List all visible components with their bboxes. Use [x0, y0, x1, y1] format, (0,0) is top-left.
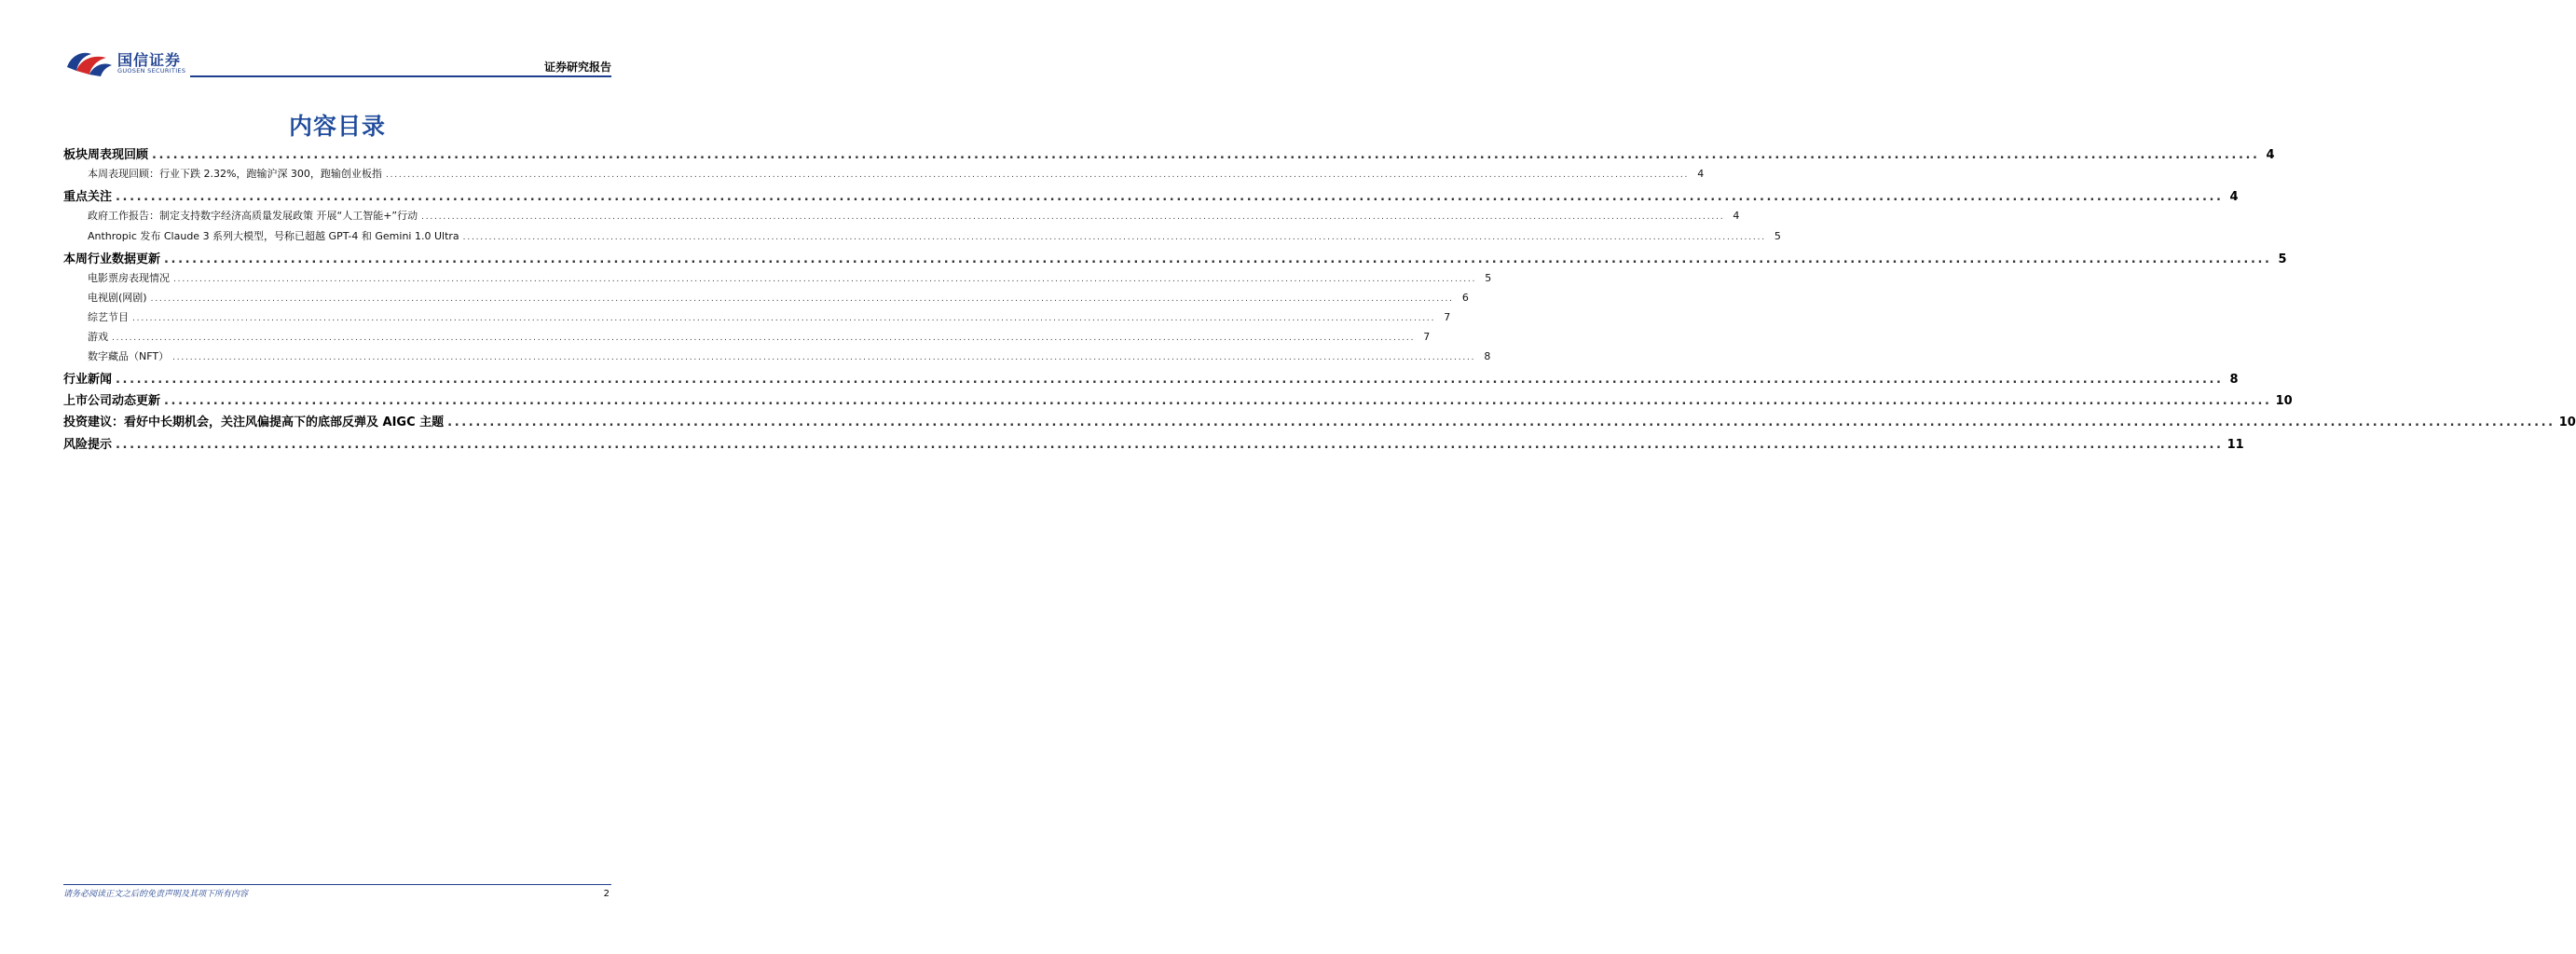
header-divider [190, 75, 611, 77]
logo-chinese-text: 国信证券 [117, 51, 182, 69]
toc-entry-page: 10 [2275, 394, 2293, 408]
toc-leader-dots: ............................................................................................................................................................................................................................................................................................................ [385, 170, 1690, 180]
toc-entry-page: 7 [1444, 311, 1451, 323]
toc-entry-section[interactable] [63, 369, 2239, 388]
toc-leader-dots: ............................................................................................................................................................................................................................................................................................................ [132, 314, 1436, 323]
toc-entry-title: 电影票房表现情况 [88, 272, 170, 284]
toc-entry-page: 7 [1423, 331, 1431, 343]
toc-entry-title: 本周表现回顾：行业下跌 2.32%，跑输沪深 300，跑输创业板指 [88, 168, 382, 180]
toc-entry-subsection[interactable] [63, 329, 1431, 346]
report-type-label: 证券研究报告 [543, 61, 611, 74]
toc-entry-subsection[interactable] [63, 270, 1492, 287]
toc-entry-title: 游戏 [88, 331, 108, 343]
toc-entry-section[interactable] [63, 186, 2239, 205]
toc-leader-dots: ............................................................................................................................................................................................................................................................................................................ [172, 353, 1476, 362]
toc-entry-page: 4 [2229, 190, 2239, 204]
toc-leader-dots: ............................................................................................................................................................................................................................................................................................................ [462, 233, 1766, 242]
toc-entry-title: 板块周表现回顾 [63, 148, 149, 162]
toc-entry-page: 6 [1461, 292, 1469, 304]
footer-divider [63, 884, 611, 885]
toc-entry-page: 8 [1484, 350, 1491, 362]
toc-entry-title: 投资建议：看好中长期机会，关注风偏提高下的底部反弹及 AIGC 主题 [63, 416, 445, 429]
page-header [0, 0, 675, 84]
toc-entry-title: 数字藏品（NFT） [88, 350, 170, 362]
toc-leader-dots: ............................................................................................................................................................................................................................................................................................................ [164, 394, 2272, 408]
toc-entry-title: Anthropic 发布 Claude 3 系列大模型，号称已超越 GPT-4 和 Gemini 1.0 Ultra [88, 230, 459, 242]
toc-entry-page: 4 [1733, 210, 1740, 222]
toc-entry-title: 本周行业数据更新 [63, 252, 161, 266]
toc-entry-page: 5 [2278, 252, 2287, 266]
toc-entry-page: 4 [1697, 168, 1705, 180]
toc-entry-page: 11 [2227, 438, 2244, 452]
page-number: 2 [603, 889, 610, 899]
toc-entry-page: 4 [2266, 148, 2275, 162]
guosen-logo-icon [65, 47, 114, 78]
toc-entry-subsection[interactable] [63, 309, 1451, 326]
toc-entry-subsection[interactable] [63, 348, 1491, 365]
toc-entry-section[interactable] [63, 434, 2244, 453]
toc-entry-title: 行业新闻 [63, 373, 113, 387]
disclaimer-note: 请务必阅读正文之后的免责声明及其项下所有内容 [63, 890, 249, 899]
toc-leader-dots: ............................................................................................................................................................................................................................................................................................................ [164, 252, 2272, 266]
toc-entry-page: 5 [1485, 272, 1492, 284]
toc-leader-dots: ............................................................................................................................................................................................................................................................................................................ [116, 190, 2224, 204]
toc-leader-dots: ............................................................................................................................................................................................................................................................................................................ [150, 294, 1454, 304]
toc-leader-dots: ............................................................................................................................................................................................................................................................................................................ [112, 334, 1416, 343]
toc-leader-dots: ............................................................................................................................................................................................................................................................................................................ [152, 148, 2260, 162]
toc-entry-page: 5 [1774, 230, 1781, 242]
toc-entry-section[interactable] [63, 249, 2287, 267]
toc-leader-dots: ............................................................................................................................................................................................................................................................................................................ [116, 438, 2224, 452]
toc-entry-title: 上市公司动态更新 [63, 394, 161, 408]
logo-english-text: GUOSEN SECURITIES [117, 67, 186, 75]
toc-leader-dots: ............................................................................................................................................................................................................................................................................................................ [447, 416, 2555, 429]
toc-entry-subsection[interactable] [63, 228, 1781, 245]
toc-entry-title: 综艺节目 [88, 311, 129, 323]
toc-leader-dots: ............................................................................................................................................................................................................................................................................................................ [116, 373, 2224, 387]
toc-entry-subsection[interactable] [63, 208, 1740, 225]
toc-title: 内容目录 [288, 113, 386, 140]
toc-entry-section[interactable] [63, 412, 2576, 430]
toc-entry-title: 重点关注 [63, 190, 113, 204]
toc-leader-dots: ............................................................................................................................................................................................................................................................................................................ [421, 212, 1725, 222]
toc-entry-section[interactable] [63, 144, 2275, 163]
toc-entry-title: 电视剧(网剧) [88, 292, 147, 304]
toc-entry-subsection[interactable] [63, 290, 1469, 307]
toc-entry-title: 风险提示 [63, 438, 113, 452]
toc-entry-subsection[interactable] [63, 166, 1705, 183]
toc-leader-dots: ............................................................................................................................................................................................................................................................................................................ [173, 275, 1477, 284]
toc-entry-title: 政府工作报告：制定支持数字经济高质量发展政策 开展“人工智能+”行动 [88, 210, 418, 222]
toc-entry-section[interactable] [63, 390, 2293, 409]
toc-entry-page: 8 [2229, 373, 2239, 387]
toc-entry-page: 10 [2558, 416, 2576, 429]
